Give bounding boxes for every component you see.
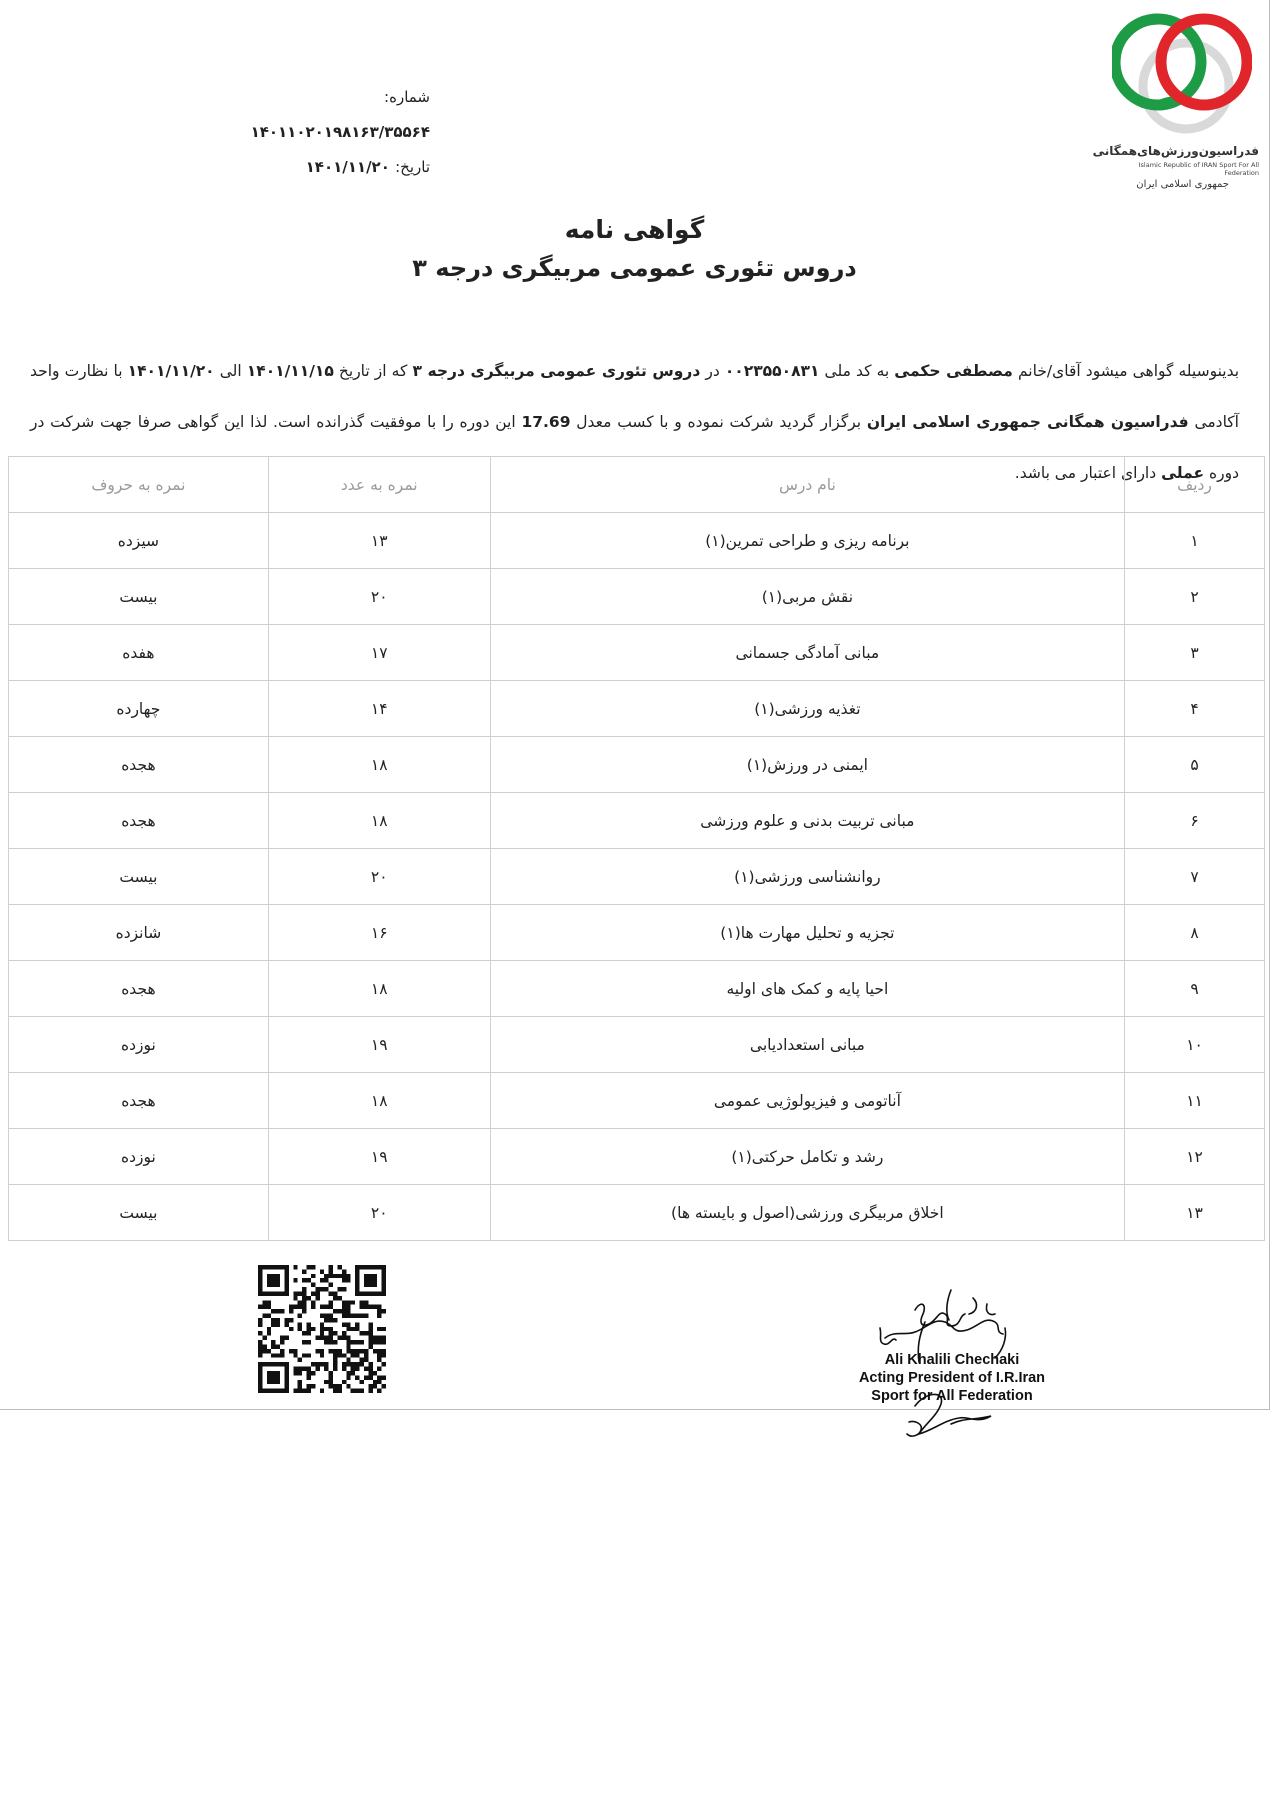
grade-words-cell: هفده — [9, 625, 269, 681]
logo-country-fa: جمهوری اسلامی ایران — [1136, 179, 1229, 190]
statement-text: این دوره را با موفقیت گذرانده است. لذا این گواهی صرفا جهت شرکت در دوره — [30, 413, 1239, 482]
table-row — [9, 793, 1265, 849]
row-number-cell: ۱۳ — [1125, 1185, 1265, 1241]
course-name-cell: ایمنی در ورزش(۱) — [490, 737, 1124, 793]
course-name-cell: آناتومی و فیزیولوژیی عمومی — [490, 1073, 1124, 1129]
grade-number-cell: ۱۸ — [268, 737, 490, 793]
table-row — [9, 1073, 1265, 1129]
statement-text: که از تاریخ — [333, 362, 413, 380]
table-header-row — [9, 457, 1265, 513]
row-number-cell: ۷ — [1125, 849, 1265, 905]
grade-words-cell: هجده — [9, 737, 269, 793]
course-name-cell: تجزیه و تحلیل مهارت ها(۱) — [490, 905, 1124, 961]
row-number-cell: ۱ — [1125, 513, 1265, 569]
course-name-cell: احیا پایه و کمک های اولیه — [490, 961, 1124, 1017]
table-row — [9, 961, 1265, 1017]
date-label: تاریخ: — [395, 158, 430, 176]
grade-number-cell: ۲۰ — [268, 1185, 490, 1241]
row-number-cell: ۹ — [1125, 961, 1265, 1017]
header-grade-words: نمره به حروف — [9, 457, 269, 513]
grade-words-cell: هجده — [9, 961, 269, 1017]
practical-word: عملی — [1161, 464, 1205, 482]
grades-table — [8, 456, 1265, 1241]
grade-words-cell: هجده — [9, 1073, 269, 1129]
course-name-cell: رشد و تکامل حرکتی(۱) — [490, 1129, 1124, 1185]
qr-code-icon — [258, 1265, 386, 1393]
grade-words-cell: نوزده — [9, 1129, 269, 1185]
number-label: شماره: — [384, 88, 430, 106]
document-meta — [200, 80, 430, 185]
table-row — [9, 513, 1265, 569]
grade-words-cell: سیزده — [9, 513, 269, 569]
row-number-cell: ۳ — [1125, 625, 1265, 681]
date-line — [200, 150, 430, 185]
header-grade-number: نمره به عدد — [268, 457, 490, 513]
number-line — [200, 80, 430, 150]
table-row — [9, 681, 1265, 737]
row-number-cell: ۱۰ — [1125, 1017, 1265, 1073]
statement-text: در — [700, 362, 725, 380]
row-number-cell: ۸ — [1125, 905, 1265, 961]
course-name-cell: مبانی آمادگی جسمانی — [490, 625, 1124, 681]
row-number-cell: ۱۱ — [1125, 1073, 1265, 1129]
grade-number-cell: ۱۸ — [268, 793, 490, 849]
table-row — [9, 905, 1265, 961]
grade-words-cell: نوزده — [9, 1017, 269, 1073]
grade-words-cell: بیست — [9, 569, 269, 625]
grade-number-cell: ۱۴ — [268, 681, 490, 737]
grade-words-cell: بیست — [9, 849, 269, 905]
header-course-name: نام درس — [490, 457, 1124, 513]
table-row — [9, 1185, 1265, 1241]
statement-text: با نظارت واحد آکادمی — [30, 362, 1239, 431]
grade-number-cell: ۱۷ — [268, 625, 490, 681]
grade-words-cell: بیست — [9, 1185, 269, 1241]
course-name-cell: تغذیه ورزشی(۱) — [490, 681, 1124, 737]
signatory-title-2: Sport for All Federation — [871, 1388, 1033, 1404]
statement-text: الی — [214, 362, 247, 380]
holder-name: مصطفی حکمی — [894, 362, 1013, 380]
grade-number-cell: ۲۰ — [268, 849, 490, 905]
table-row — [9, 625, 1265, 681]
date-to: ۱۴۰۱/۱۱/۲۰ — [127, 362, 215, 380]
statement-text: به کد ملی — [819, 362, 895, 380]
course-name-cell: مبانی استعدادیابی — [490, 1017, 1124, 1073]
header-row-number: ردیف — [1125, 457, 1265, 513]
table-body — [9, 513, 1265, 1241]
course-name-cell: اخلاق مربیگری ورزشی(اصول و بایسته ها) — [490, 1185, 1124, 1241]
federation-name: فدراسیون همگانی جمهوری اسلامی ایران — [866, 413, 1189, 431]
grade-number-cell: ۱۹ — [268, 1017, 490, 1073]
title-line-2: دروس تئوری عمومی مربیگری درجه ۳ — [412, 254, 857, 282]
row-number-cell: ۱۲ — [1125, 1129, 1265, 1185]
grade-number-cell: ۱۹ — [268, 1129, 490, 1185]
federation-logo — [1092, 8, 1259, 190]
grade-words-cell: شانزده — [9, 905, 269, 961]
row-number-cell: ۲ — [1125, 569, 1265, 625]
rings-logo-icon — [1112, 8, 1252, 136]
grade-words-cell: هجده — [9, 793, 269, 849]
table-row — [9, 737, 1265, 793]
table-row — [9, 569, 1265, 625]
course-name-cell: مبانی تربیت بدنی و علوم ورزشی — [490, 793, 1124, 849]
row-number-cell: ۵ — [1125, 737, 1265, 793]
statement-text: دارای اعتبار می باشد. — [1014, 464, 1162, 482]
grade-number-cell: ۱۶ — [268, 905, 490, 961]
title-line-1: گواهی نامه — [564, 215, 705, 244]
row-number-cell: ۶ — [1125, 793, 1265, 849]
signatory-block — [858, 1351, 1046, 1405]
course-name-cell: برنامه ریزی و طراحی تمرین(۱) — [490, 513, 1124, 569]
grade-words-cell: چهارده — [9, 681, 269, 737]
table-row — [9, 1129, 1265, 1185]
statement-text: برگزار گردید شرکت نموده و با کسب معدل — [570, 413, 867, 431]
date-value: ۱۴۰۱/۱۱/۲۰ — [305, 158, 390, 176]
course-name-cell: روانشناسی ورزشی(۱) — [490, 849, 1124, 905]
certificate-title — [0, 215, 1269, 282]
table-row — [9, 1017, 1265, 1073]
grade-number-cell: ۱۳ — [268, 513, 490, 569]
date-from: ۱۴۰۱/۱۱/۱۵ — [246, 362, 334, 380]
statement-text: بدینوسیله گواهی میشود آقای/خانم — [1012, 362, 1240, 380]
grade-number-cell: ۱۸ — [268, 961, 490, 1017]
course-name: دروس تئوری عمومی مربیگری درجه ۳ — [412, 362, 701, 380]
table-row — [9, 849, 1265, 905]
signatory-name: Ali Khalili Chechaki — [884, 1352, 1020, 1368]
number-value: ۱۴۰۱۱۰۲۰۱۹۸۱۶۳/۳۵۵۶۴ — [250, 123, 430, 141]
signatory-title-1: Acting President of I.R.Iran — [858, 1370, 1046, 1386]
course-name-cell: نقش مربی(۱) — [490, 569, 1124, 625]
average-score: 17.69 — [521, 413, 571, 431]
logo-name-fa: فدراسیون‌ورزش‌های‌همگانی — [1092, 144, 1259, 158]
row-number-cell: ۴ — [1125, 681, 1265, 737]
logo-name-en: Islamic Republic of IRAN Sport For All Federation — [1138, 161, 1259, 177]
national-id: ۰۰۲۳۵۵۰۸۳۱ — [724, 362, 820, 380]
grade-number-cell: ۲۰ — [268, 569, 490, 625]
grade-number-cell: ۱۸ — [268, 1073, 490, 1129]
